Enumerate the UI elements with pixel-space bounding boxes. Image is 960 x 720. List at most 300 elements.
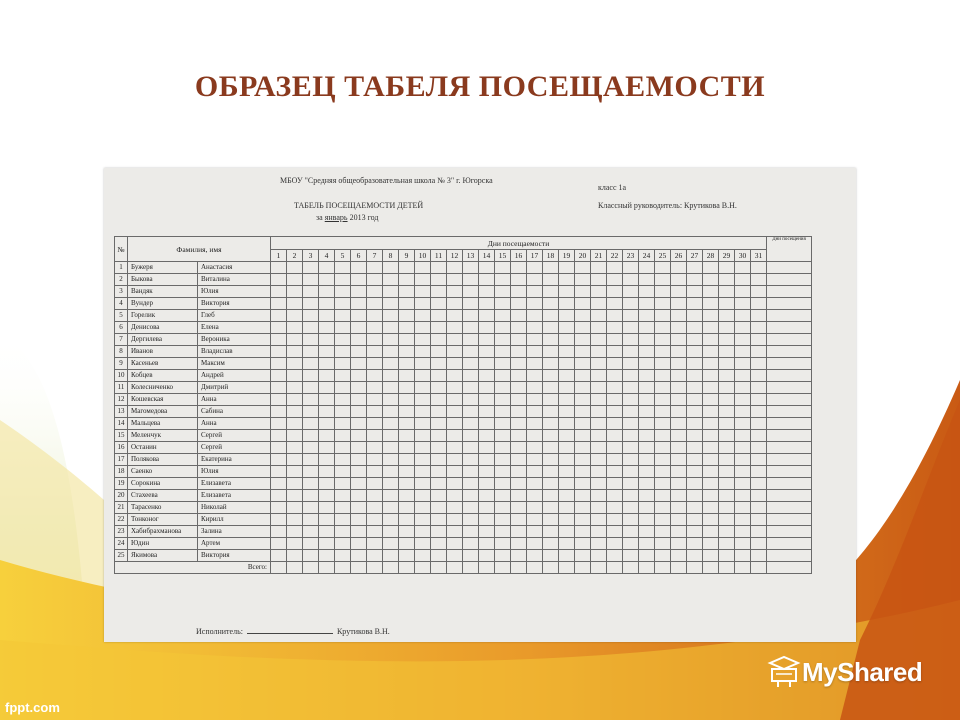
attendance-cell — [399, 310, 415, 322]
student-surname: Тарасенко — [128, 502, 198, 514]
attendance-cell — [655, 382, 671, 394]
attendance-cell — [367, 514, 383, 526]
attendance-cell — [527, 502, 543, 514]
attendance-cell — [447, 466, 463, 478]
attendance-cell — [287, 286, 303, 298]
attendance-cell — [639, 394, 655, 406]
attendance-cell — [495, 382, 511, 394]
attendance-cell — [447, 394, 463, 406]
attendance-cell — [687, 550, 703, 562]
attendance-cell — [687, 442, 703, 454]
attendance-cell — [527, 454, 543, 466]
total-day-cell — [687, 562, 703, 574]
student-surname: Тонконог — [128, 514, 198, 526]
attendance-cell — [591, 394, 607, 406]
attendance-cell — [591, 298, 607, 310]
attendance-cell — [655, 466, 671, 478]
attendance-cell — [623, 406, 639, 418]
attendance-cell — [543, 478, 559, 490]
attendance-cell — [383, 502, 399, 514]
attendance-cell — [463, 502, 479, 514]
total-day-cell — [463, 562, 479, 574]
attendance-cell — [447, 418, 463, 430]
attendance-cell — [559, 310, 575, 322]
attendance-cell — [703, 382, 719, 394]
attendance-cell — [383, 382, 399, 394]
attendance-cell — [447, 262, 463, 274]
total-cell — [767, 514, 812, 526]
attendance-cell — [319, 454, 335, 466]
attendance-cell — [335, 274, 351, 286]
attendance-cell — [383, 430, 399, 442]
attendance-cell — [655, 478, 671, 490]
attendance-cell — [287, 346, 303, 358]
attendance-cell — [719, 274, 735, 286]
attendance-cell — [543, 550, 559, 562]
attendance-cell — [271, 526, 287, 538]
attendance-cell — [495, 538, 511, 550]
attendance-cell — [703, 394, 719, 406]
table-row — [115, 406, 812, 418]
attendance-cell — [287, 370, 303, 382]
attendance-cell — [367, 382, 383, 394]
attendance-cell — [671, 478, 687, 490]
attendance-cell — [303, 454, 319, 466]
attendance-cell — [303, 310, 319, 322]
attendance-cell — [623, 550, 639, 562]
attendance-cell — [351, 502, 367, 514]
attendance-cell — [703, 418, 719, 430]
attendance-cell — [575, 274, 591, 286]
attendance-cell — [639, 526, 655, 538]
attendance-cell — [511, 370, 527, 382]
attendance-cell — [703, 358, 719, 370]
row-number: 7 — [115, 334, 128, 346]
attendance-cell — [703, 538, 719, 550]
attendance-cell — [431, 442, 447, 454]
attendance-cell — [623, 274, 639, 286]
attendance-cell — [671, 526, 687, 538]
attendance-cell — [703, 310, 719, 322]
day-header: 7 — [367, 250, 383, 262]
attendance-cell — [495, 550, 511, 562]
day-header: 19 — [559, 250, 575, 262]
attendance-cell — [671, 310, 687, 322]
attendance-cell — [511, 538, 527, 550]
attendance-cell — [623, 490, 639, 502]
attendance-cell — [511, 430, 527, 442]
attendance-cell — [271, 406, 287, 418]
attendance-cell — [415, 478, 431, 490]
attendance-cell — [751, 478, 767, 490]
total-cell — [767, 454, 812, 466]
attendance-cell — [447, 370, 463, 382]
attendance-cell — [591, 466, 607, 478]
attendance-cell — [607, 490, 623, 502]
attendance-cell — [719, 346, 735, 358]
attendance-cell — [559, 262, 575, 274]
attendance-cell — [399, 442, 415, 454]
attendance-cell — [383, 286, 399, 298]
attendance-cell — [655, 274, 671, 286]
attendance-cell — [399, 406, 415, 418]
attendance-cell — [383, 322, 399, 334]
attendance-cell — [479, 514, 495, 526]
attendance-cell — [271, 418, 287, 430]
row-number: 13 — [115, 406, 128, 418]
attendance-cell — [591, 430, 607, 442]
attendance-cell — [367, 418, 383, 430]
attendance-cell — [623, 322, 639, 334]
attendance-cell — [351, 550, 367, 562]
attendance-cell — [751, 346, 767, 358]
row-number: 8 — [115, 346, 128, 358]
attendance-cell — [703, 262, 719, 274]
attendance-cell — [735, 298, 751, 310]
attendance-cell — [431, 466, 447, 478]
attendance-cell — [511, 442, 527, 454]
attendance-cell — [735, 286, 751, 298]
attendance-cell — [495, 334, 511, 346]
class-label: класс 1а — [598, 183, 627, 192]
attendance-cell — [655, 370, 671, 382]
student-name: Дмитрий — [198, 382, 271, 394]
attendance-cell — [287, 310, 303, 322]
attendance-cell — [687, 394, 703, 406]
attendance-cell — [415, 430, 431, 442]
attendance-cell — [351, 346, 367, 358]
attendance-cell — [303, 394, 319, 406]
attendance-cell — [399, 454, 415, 466]
attendance-cell — [367, 430, 383, 442]
attendance-cell — [287, 262, 303, 274]
executor-line — [196, 626, 390, 636]
attendance-cell — [431, 346, 447, 358]
attendance-cell — [495, 418, 511, 430]
attendance-cell — [639, 262, 655, 274]
day-header: 2 — [287, 250, 303, 262]
attendance-cell — [719, 430, 735, 442]
attendance-cell — [543, 526, 559, 538]
attendance-cell — [751, 382, 767, 394]
attendance-cell — [623, 502, 639, 514]
attendance-cell — [367, 502, 383, 514]
attendance-cell — [735, 514, 751, 526]
attendance-cell — [719, 358, 735, 370]
attendance-cell — [383, 274, 399, 286]
attendance-cell — [431, 550, 447, 562]
attendance-cell — [495, 442, 511, 454]
attendance-cell — [351, 358, 367, 370]
attendance-cell — [687, 298, 703, 310]
attendance-cell — [623, 382, 639, 394]
row-number: 25 — [115, 550, 128, 562]
attendance-cell — [527, 262, 543, 274]
attendance-cell — [735, 370, 751, 382]
attendance-cell — [495, 274, 511, 286]
table-row — [115, 358, 812, 370]
attendance-cell — [655, 334, 671, 346]
table-row — [115, 310, 812, 322]
attendance-cell — [431, 358, 447, 370]
student-surname: Вундер — [128, 298, 198, 310]
attendance-cell — [751, 406, 767, 418]
attendance-cell — [303, 430, 319, 442]
header-row-1 — [115, 237, 812, 250]
attendance-cell — [719, 298, 735, 310]
attendance-cell — [463, 394, 479, 406]
attendance-cell — [719, 490, 735, 502]
attendance-cell — [463, 274, 479, 286]
attendance-cell — [687, 418, 703, 430]
day-header: 26 — [671, 250, 687, 262]
attendance-cell — [687, 454, 703, 466]
row-number: 1 — [115, 262, 128, 274]
attendance-cell — [623, 478, 639, 490]
attendance-cell — [271, 274, 287, 286]
attendance-cell — [479, 454, 495, 466]
attendance-cell — [319, 550, 335, 562]
attendance-cell — [303, 322, 319, 334]
attendance-cell — [511, 358, 527, 370]
total-day-cell — [735, 562, 751, 574]
attendance-cell — [415, 418, 431, 430]
attendance-cell — [303, 538, 319, 550]
attendance-cell — [383, 478, 399, 490]
attendance-cell — [415, 502, 431, 514]
day-header: 27 — [687, 250, 703, 262]
attendance-cell — [287, 502, 303, 514]
attendance-cell — [687, 466, 703, 478]
attendance-cell — [447, 274, 463, 286]
student-name: Анна — [198, 394, 271, 406]
day-header: 17 — [527, 250, 543, 262]
attendance-cell — [303, 346, 319, 358]
attendance-cell — [719, 262, 735, 274]
attendance-cell — [639, 274, 655, 286]
attendance-cell — [687, 526, 703, 538]
day-header: 23 — [623, 250, 639, 262]
attendance-cell — [639, 442, 655, 454]
total-day-cell — [319, 562, 335, 574]
attendance-cell — [607, 550, 623, 562]
attendance-cell — [575, 514, 591, 526]
attendance-cell — [751, 370, 767, 382]
attendance-cell — [303, 358, 319, 370]
table-row — [115, 298, 812, 310]
total-day-cell — [383, 562, 399, 574]
attendance-cell — [607, 298, 623, 310]
attendance-cell — [559, 538, 575, 550]
total-day-cell — [271, 562, 287, 574]
attendance-cell — [319, 346, 335, 358]
attendance-cell — [367, 490, 383, 502]
day-header: 25 — [655, 250, 671, 262]
attendance-cell — [687, 478, 703, 490]
attendance-cell — [431, 310, 447, 322]
attendance-cell — [495, 502, 511, 514]
attendance-cell — [671, 262, 687, 274]
attendance-cell — [431, 406, 447, 418]
attendance-cell — [495, 310, 511, 322]
attendance-cell — [655, 526, 671, 538]
attendance-cell — [463, 466, 479, 478]
attendance-cell — [751, 358, 767, 370]
day-header: 4 — [319, 250, 335, 262]
attendance-cell — [367, 334, 383, 346]
attendance-cell — [399, 526, 415, 538]
attendance-cell — [639, 310, 655, 322]
attendance-cell — [543, 382, 559, 394]
attendance-cell — [527, 322, 543, 334]
attendance-cell — [447, 442, 463, 454]
attendance-cell — [607, 538, 623, 550]
attendance-cell — [671, 406, 687, 418]
attendance-cell — [527, 550, 543, 562]
attendance-cell — [559, 274, 575, 286]
attendance-cell — [623, 442, 639, 454]
attendance-cell — [495, 406, 511, 418]
attendance-cell — [735, 502, 751, 514]
day-header: 22 — [607, 250, 623, 262]
attendance-cell — [303, 418, 319, 430]
row-number: 3 — [115, 286, 128, 298]
day-header: 16 — [511, 250, 527, 262]
day-header: 29 — [719, 250, 735, 262]
attendance-cell — [607, 274, 623, 286]
attendance-cell — [479, 418, 495, 430]
attendance-cell — [415, 274, 431, 286]
attendance-cell — [639, 430, 655, 442]
attendance-cell — [623, 370, 639, 382]
attendance-cell — [415, 370, 431, 382]
attendance-cell — [351, 526, 367, 538]
attendance-cell — [719, 406, 735, 418]
attendance-cell — [479, 358, 495, 370]
attendance-cell — [639, 502, 655, 514]
attendance-cell — [719, 526, 735, 538]
attendance-cell — [751, 394, 767, 406]
row-number: 10 — [115, 370, 128, 382]
attendance-cell — [607, 406, 623, 418]
attendance-cell — [479, 430, 495, 442]
attendance-cell — [687, 274, 703, 286]
row-number: 11 — [115, 382, 128, 394]
total-cell — [767, 334, 812, 346]
attendance-cell — [447, 382, 463, 394]
student-name: Юлия — [198, 466, 271, 478]
student-surname: Денисова — [128, 322, 198, 334]
attendance-cell — [639, 406, 655, 418]
attendance-cell — [287, 298, 303, 310]
attendance-cell — [751, 310, 767, 322]
attendance-cell — [527, 358, 543, 370]
attendance-cell — [447, 430, 463, 442]
attendance-cell — [559, 358, 575, 370]
total-day-cell — [479, 562, 495, 574]
student-name: Андрей — [198, 370, 271, 382]
attendance-cell — [335, 526, 351, 538]
attendance-cell — [415, 490, 431, 502]
day-header: 3 — [303, 250, 319, 262]
attendance-cell — [351, 490, 367, 502]
attendance-cell — [607, 322, 623, 334]
attendance-cell — [511, 466, 527, 478]
myshared-logo[interactable] — [766, 655, 922, 689]
attendance-cell — [415, 382, 431, 394]
attendance-cell — [415, 394, 431, 406]
attendance-cell — [639, 346, 655, 358]
total-day-cell — [751, 562, 767, 574]
attendance-cell — [687, 538, 703, 550]
attendance-cell — [623, 514, 639, 526]
attendance-cell — [303, 490, 319, 502]
logo-text: MyShared — [802, 656, 923, 687]
attendance-cell — [687, 286, 703, 298]
attendance-cell — [271, 382, 287, 394]
total-cell — [767, 382, 812, 394]
student-surname: Якимова — [128, 550, 198, 562]
attendance-cell — [447, 286, 463, 298]
day-header: 20 — [575, 250, 591, 262]
attendance-cell — [367, 550, 383, 562]
footer-credit[interactable]: fppt.com — [5, 700, 60, 715]
attendance-cell — [271, 298, 287, 310]
attendance-cell — [543, 394, 559, 406]
attendance-cell — [559, 466, 575, 478]
row-number: 6 — [115, 322, 128, 334]
attendance-cell — [671, 502, 687, 514]
attendance-cell — [351, 454, 367, 466]
attendance-cell — [511, 514, 527, 526]
grand-total-cell — [767, 562, 812, 574]
attendance-cell — [527, 478, 543, 490]
attendance-cell — [639, 466, 655, 478]
attendance-cell — [431, 490, 447, 502]
attendance-cell — [671, 538, 687, 550]
attendance-cell — [607, 466, 623, 478]
day-header: 12 — [447, 250, 463, 262]
attendance-cell — [319, 538, 335, 550]
attendance-cell — [559, 490, 575, 502]
attendance-cell — [447, 502, 463, 514]
attendance-cell — [447, 406, 463, 418]
attendance-cell — [479, 298, 495, 310]
attendance-cell — [447, 310, 463, 322]
attendance-cell — [719, 418, 735, 430]
attendance-cell — [351, 262, 367, 274]
attendance-cell — [319, 310, 335, 322]
day-header: 21 — [591, 250, 607, 262]
attendance-cell — [655, 394, 671, 406]
attendance-cell — [623, 310, 639, 322]
attendance-cell — [351, 478, 367, 490]
attendance-cell — [735, 526, 751, 538]
attendance-cell — [687, 346, 703, 358]
attendance-cell — [399, 550, 415, 562]
attendance-cell — [543, 406, 559, 418]
attendance-cell — [431, 454, 447, 466]
attendance-cell — [271, 334, 287, 346]
attendance-cell — [543, 454, 559, 466]
attendance-cell — [431, 394, 447, 406]
attendance-cell — [303, 550, 319, 562]
attendance-cell — [655, 406, 671, 418]
row-number: 2 — [115, 274, 128, 286]
attendance-cell — [575, 310, 591, 322]
total-day-cell — [367, 562, 383, 574]
attendance-cell — [559, 346, 575, 358]
